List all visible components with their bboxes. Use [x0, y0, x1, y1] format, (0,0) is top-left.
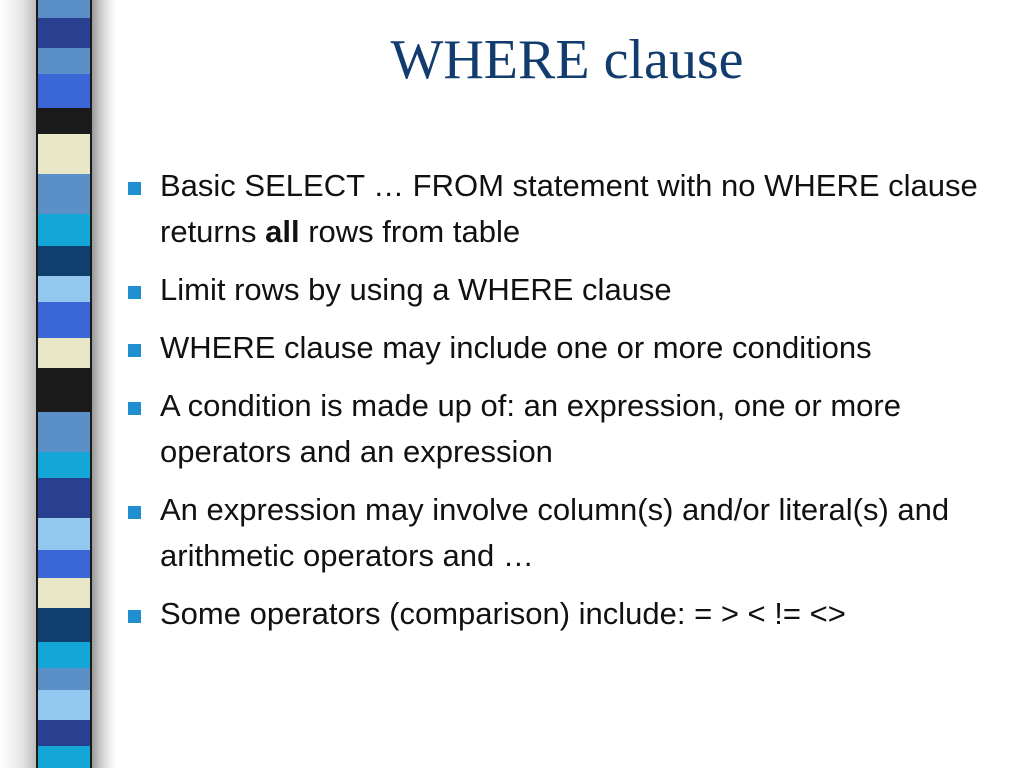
square-bullet-icon: [128, 286, 141, 299]
stripe-band: [38, 246, 90, 276]
bullet-item: [122, 325, 1002, 371]
stripe-band: [38, 108, 90, 134]
stripe-band: [38, 74, 90, 108]
bullet-text: WHERE clause may include one or more conditions: [160, 330, 872, 365]
stripe-band: [38, 518, 90, 550]
bullet-item: [122, 267, 1002, 313]
bullet-item: [122, 163, 1002, 255]
stripe-band: [38, 578, 90, 608]
square-bullet-icon: [128, 506, 141, 519]
stripe-band: [38, 608, 90, 642]
bullet-list: [122, 163, 1002, 649]
square-bullet-icon: [128, 344, 141, 357]
stripe-band: [38, 452, 90, 478]
left-margin-gradient: [0, 0, 36, 768]
bullet-text: A condition is made up of: an expression, one or more operators and an expression: [160, 388, 901, 469]
stripe-band: [38, 412, 90, 452]
stripe-band: [38, 0, 90, 18]
stripe-band: [38, 668, 90, 690]
bullet-text: An expression may involve column(s) and/or literal(s) and arithmetic operators and …: [160, 492, 950, 573]
stripe-band: [38, 368, 90, 412]
bullet-item: [122, 383, 1002, 475]
bullet-item: [122, 487, 1002, 579]
stripe-band: [38, 746, 90, 768]
stripe-band: [38, 478, 90, 518]
stripe-band: [38, 550, 90, 578]
stripe-band: [38, 18, 90, 48]
stripe-band: [38, 338, 90, 368]
stripe-band: [38, 302, 90, 338]
bullet-text: Basic SELECT … FROM statement with no WHERE clause returns: [160, 168, 978, 249]
square-bullet-icon: [128, 610, 141, 623]
stripe-band: [38, 134, 90, 174]
stripe-band: [38, 642, 90, 668]
stripe-band: [38, 690, 90, 720]
stripe-band: [38, 720, 90, 746]
bullet-text: Limit rows by using a WHERE clause: [160, 272, 672, 307]
stripe-band: [38, 48, 90, 74]
stripe-band: [38, 174, 90, 214]
bullet-text-bold: all: [265, 214, 300, 249]
square-bullet-icon: [128, 182, 141, 195]
square-bullet-icon: [128, 402, 141, 415]
bullet-item: [122, 591, 1002, 637]
stripe-shadow: [92, 0, 116, 768]
stripe-band: [38, 214, 90, 246]
bullet-text: rows from table: [299, 214, 521, 249]
decorative-stripe: [36, 0, 92, 768]
bullet-text: Some operators (comparison) include: = > < != <>: [160, 596, 846, 631]
slide-title: WHERE clause: [390, 29, 744, 91]
stripe-band: [38, 276, 90, 302]
